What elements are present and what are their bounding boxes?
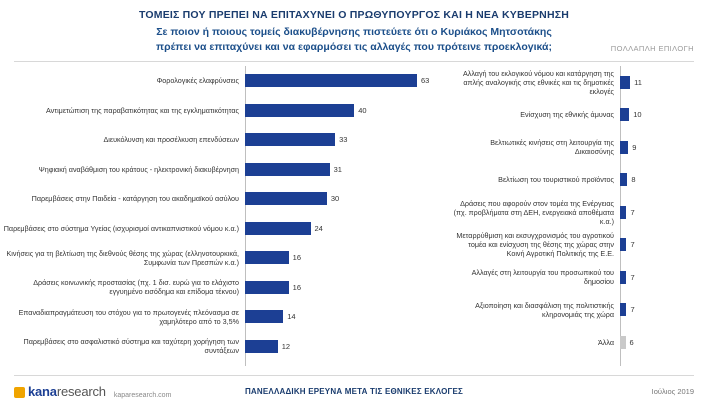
bar-value: 8	[631, 175, 636, 185]
bar-label: Βελτίωση του τουριστικού προϊόντος	[498, 175, 614, 185]
bar-track	[620, 326, 708, 359]
bar-label: Αντιμετώπιση της παραβατικότητας και της εγκληματικότητας	[45, 105, 239, 115]
bar-track	[245, 243, 452, 273]
question-line-2: πρέπει να επιταχύνει και να εφαρμόσει τις αλλαγές που πρότεινε προεκλογικά;	[156, 41, 552, 53]
bar-label: Παρεμβάσεις στο σύστημα Υγείας (ισχυρισμοί αντικαπνιστικού νόμου κ.α.)	[3, 223, 239, 233]
bar-label: Δράσεις κοινωνικής προστασίας (πχ. 1 δισ. ευρώ για το ελάχιστο εγγυημένο εισόδημα και επίδομα τέκνου)	[33, 278, 239, 297]
bar-row	[452, 164, 708, 197]
page-title: ΤΟΜΕΙΣ ΠΟΥ ΠΡΕΠΕΙ ΝΑ ΕΠΙΤΑΧΥΝΕΙ Ο ΠΡΩΘΥΠΟΥΡΓΟΣ ΚΑΙ Η ΝΕΑ ΚΥΒΕΡΝΗΣΗ	[138, 9, 570, 21]
bar-track	[245, 125, 452, 155]
chart-column-right	[452, 66, 708, 366]
bar-label: Αλλαγή του εκλογικού νόμου και κατάργηση της απλής αναλογικής στις εθνικές και τις δημοτικές εκλογές	[462, 68, 614, 96]
bar-row	[452, 261, 708, 294]
bar-value: 10	[633, 110, 642, 120]
bar-row	[0, 184, 452, 214]
bar	[245, 340, 278, 353]
bar-row	[0, 214, 452, 244]
bar-value: 33	[339, 135, 348, 145]
bar	[245, 133, 335, 146]
bar-row	[452, 66, 708, 99]
chart-header	[0, 0, 708, 55]
bar-label: Παρεμβάσεις στο ασφαλιστικό σύστημα και ταχύτερη χορήγηση των συντάξεων	[23, 337, 239, 356]
bar-value: 12	[281, 341, 291, 351]
bar-value: 7	[630, 272, 635, 282]
bar-value: 6	[629, 337, 634, 347]
bar-row	[0, 243, 452, 273]
bar-value: 11	[634, 77, 642, 87]
bar-row	[0, 302, 452, 332]
bar-row	[0, 155, 452, 185]
bar-value: 40	[358, 105, 367, 115]
bar	[620, 108, 629, 121]
bar-track	[620, 294, 708, 327]
bar-value: 30	[330, 194, 340, 204]
bar-row	[0, 96, 452, 126]
multiple-choice-note: ΠΟΛΛΑΠΛΗ ΕΠΙΛΟΓΗ	[610, 44, 694, 53]
question-line-1: Σε ποιον ή ποιους τομείς διακυβέρνησης πιστεύετε ότι ο Κυριάκος Μητσοτάκης	[156, 26, 552, 38]
bar	[245, 74, 417, 87]
bar-label: Ψηφιακή αναβάθμιση του κράτους - ηλεκτρονική διακυβέρνηση	[38, 164, 239, 174]
brand-name-bold: kana	[28, 384, 57, 399]
bar-track	[620, 131, 708, 164]
bar-value: 14	[287, 312, 296, 322]
bar-track	[620, 261, 708, 294]
bar-value: 7	[630, 305, 635, 315]
bar-row	[452, 131, 708, 164]
bar-track	[620, 99, 708, 132]
bar-track	[620, 66, 708, 99]
chart-area	[0, 66, 708, 366]
bar-label: Αξιοποίηση και διασφάλιση της πολιτιστικής κληρονομιάς της χώρα	[475, 300, 614, 319]
bar-track	[245, 184, 452, 214]
bar-value: 7	[630, 207, 635, 217]
bar-row	[452, 229, 708, 262]
bar-track	[245, 214, 452, 244]
bar-track	[245, 66, 452, 96]
bar-label: Επαναδιαπραγμάτευση του στόχου για το πρωτογενές πλεόνασμα σε χαμηλότερο από το 3,5%	[18, 307, 239, 326]
bar-row	[0, 125, 452, 155]
bar	[620, 76, 630, 89]
bar-track	[245, 302, 452, 332]
bar	[620, 173, 627, 186]
bar-value: 31	[333, 164, 342, 174]
chart-footer	[0, 376, 708, 412]
bar-value: 16	[292, 282, 302, 292]
bar-label: Παρεμβάσεις στην Παιδεία - κατάργηση του ακαδημαϊκού ασύλου	[31, 194, 239, 204]
bar-row	[452, 294, 708, 327]
bar-row	[0, 66, 452, 96]
chart-column-left	[0, 66, 452, 366]
bar-row	[452, 196, 708, 229]
bar	[620, 141, 628, 154]
brand-url: kaparesearch.com	[113, 392, 172, 399]
bar-row	[452, 326, 708, 359]
bar-track	[620, 229, 708, 262]
bar-value: 63	[421, 76, 430, 86]
brand-name-light: research	[56, 384, 106, 399]
survey-date: Ιούλιος 2019	[651, 387, 694, 396]
bar-row	[452, 99, 708, 132]
bar-label: Ενίσχυση της εθνικής άμυνας	[520, 110, 614, 120]
bar-label: Φορολογικές ελαφρύνσεις	[156, 76, 239, 86]
bar-row	[0, 273, 452, 303]
bar	[245, 163, 330, 176]
bar-label: Βελτιωτικές κινήσεις στη λειτουργία της Δικαιοσύνης	[490, 138, 614, 157]
bar-row	[0, 332, 452, 362]
divider-top	[14, 61, 694, 62]
bar-label: Μεταρρύθμιση και εκσυγχρονισμός του αγροτικού τομέα και ενίσχυση της θέσης της χώρας στην Κοινή Αγροτική Πολιτικής της Ε.Ε.	[456, 231, 614, 259]
bar-label: Αλλαγές στη λειτουργία του προσωπικού του δημοσίου	[471, 268, 614, 287]
bar	[245, 251, 289, 264]
bar	[245, 104, 354, 117]
bar-label: Άλλα	[597, 337, 614, 347]
bar-track	[245, 332, 452, 362]
bar	[245, 192, 327, 205]
bar	[245, 310, 283, 323]
bar-label: Κινήσεις για τη βελτίωση της διεθνούς θέσης της χώρας (ελληνοτουρκικά, Συμφωνία των Πρεσπών κ.α.)	[6, 248, 239, 267]
bar-value: 7	[630, 240, 635, 250]
bar-label: Διευκόλυνση και προσέλκυση επενδύσεων	[103, 135, 239, 145]
bar-value: 16	[292, 253, 302, 263]
bar-track	[620, 164, 708, 197]
bar-track	[245, 96, 452, 126]
bar-track	[245, 155, 452, 185]
bar-track	[620, 196, 708, 229]
bar	[245, 281, 289, 294]
bar-value: 9	[632, 142, 637, 152]
bar-track	[245, 273, 452, 303]
survey-caption: ΠΑΝΕΛΛΑΔΙΚΗ ΕΡΕΥΝΑ ΜΕΤΑ ΤΙΣ ΕΘΝΙΚΕΣ ΕΚΛΟΓΕΣ	[244, 387, 464, 396]
bar	[245, 222, 311, 235]
bar-label: Δράσεις που αφορούν στον τομέα της Ενέργειας (πχ. προβλήματα στη ΔΕΗ, ενεργειακά αποθέματα κ.α.)	[453, 198, 614, 226]
bar-value: 24	[314, 223, 323, 233]
